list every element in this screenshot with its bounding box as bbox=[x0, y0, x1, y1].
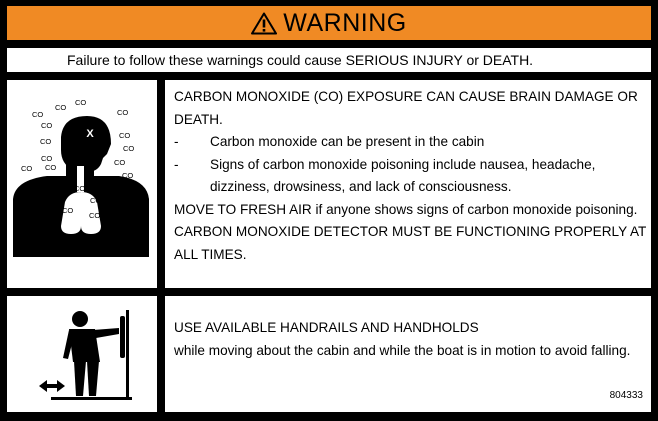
part-number: 804333 bbox=[609, 389, 643, 401]
co-label-1: CO bbox=[75, 98, 87, 107]
co-label-16: CO bbox=[90, 196, 102, 205]
co-label-18: CO bbox=[89, 211, 101, 220]
co-label-5: CO bbox=[41, 121, 53, 130]
fresh-air-line: MOVE TO FRESH AIR if anyone shows signs of carbon monoxide poisoning. bbox=[174, 201, 638, 217]
bullet-text: Carbon monoxide can be present in the cabin bbox=[210, 134, 485, 149]
detector-line: CARBON MONOXIDE DETECTOR MUST BE FUNCTIONING PROPERLY AT ALL TIMES. bbox=[174, 224, 647, 262]
co-label-14: CO bbox=[122, 171, 134, 180]
handrail-body: while moving about the cabin and while the boat is in motion to avoid falling. bbox=[174, 342, 631, 358]
co-bullet-2 bbox=[174, 154, 651, 199]
co-label-13: CO bbox=[45, 163, 57, 172]
bullet-dash: - bbox=[174, 156, 179, 172]
carbon-monoxide-person-icon bbox=[7, 80, 157, 288]
warning-header bbox=[7, 6, 651, 40]
co-icon-panel bbox=[7, 80, 157, 288]
co-label-10: CO bbox=[89, 150, 101, 159]
handrail-warning-text bbox=[165, 296, 651, 412]
co-heading: CARBON MONOXIDE (CO) EXPOSURE CAN CAUSE BRAIN DAMAGE OR DEATH. bbox=[174, 89, 638, 127]
co-label-20: CO bbox=[120, 226, 132, 235]
co-label-2: CO bbox=[55, 103, 67, 112]
co-label-9: CO bbox=[41, 154, 53, 163]
co-label-6: CO bbox=[119, 131, 131, 140]
co-label-11: CO bbox=[114, 158, 126, 167]
bullet-dash: - bbox=[174, 134, 179, 149]
bullet-text: Signs of carbon monoxide poisoning include nausea, headache, dizziness, drowsiness, and lack of consciousness. bbox=[210, 156, 596, 194]
co-label-3: CO bbox=[32, 110, 44, 119]
co-label-15: CO bbox=[74, 184, 86, 193]
co-label-17: CO bbox=[62, 206, 74, 215]
handrail-icon-panel bbox=[7, 296, 157, 412]
person-handrail-icon bbox=[7, 296, 157, 412]
x-mark-label: X bbox=[86, 128, 94, 140]
warning-notice bbox=[7, 48, 651, 72]
co-label-7: CO bbox=[40, 137, 52, 146]
handrail-heading: USE AVAILABLE HANDRAILS AND HANDHOLDS bbox=[174, 320, 479, 335]
co-warning-text bbox=[165, 80, 651, 288]
notice-text: Failure to follow these warnings could cause SERIOUS INJURY or DEATH. bbox=[67, 52, 534, 68]
co-label-19: CO bbox=[32, 227, 44, 236]
warning-triangle-icon bbox=[251, 12, 277, 35]
warning-title: WARNING bbox=[283, 8, 407, 37]
co-label-4: CO bbox=[117, 108, 129, 117]
co-label-8: CO bbox=[123, 144, 135, 153]
co-label-12: CO bbox=[21, 164, 33, 173]
co-bullet-1 bbox=[174, 131, 651, 154]
